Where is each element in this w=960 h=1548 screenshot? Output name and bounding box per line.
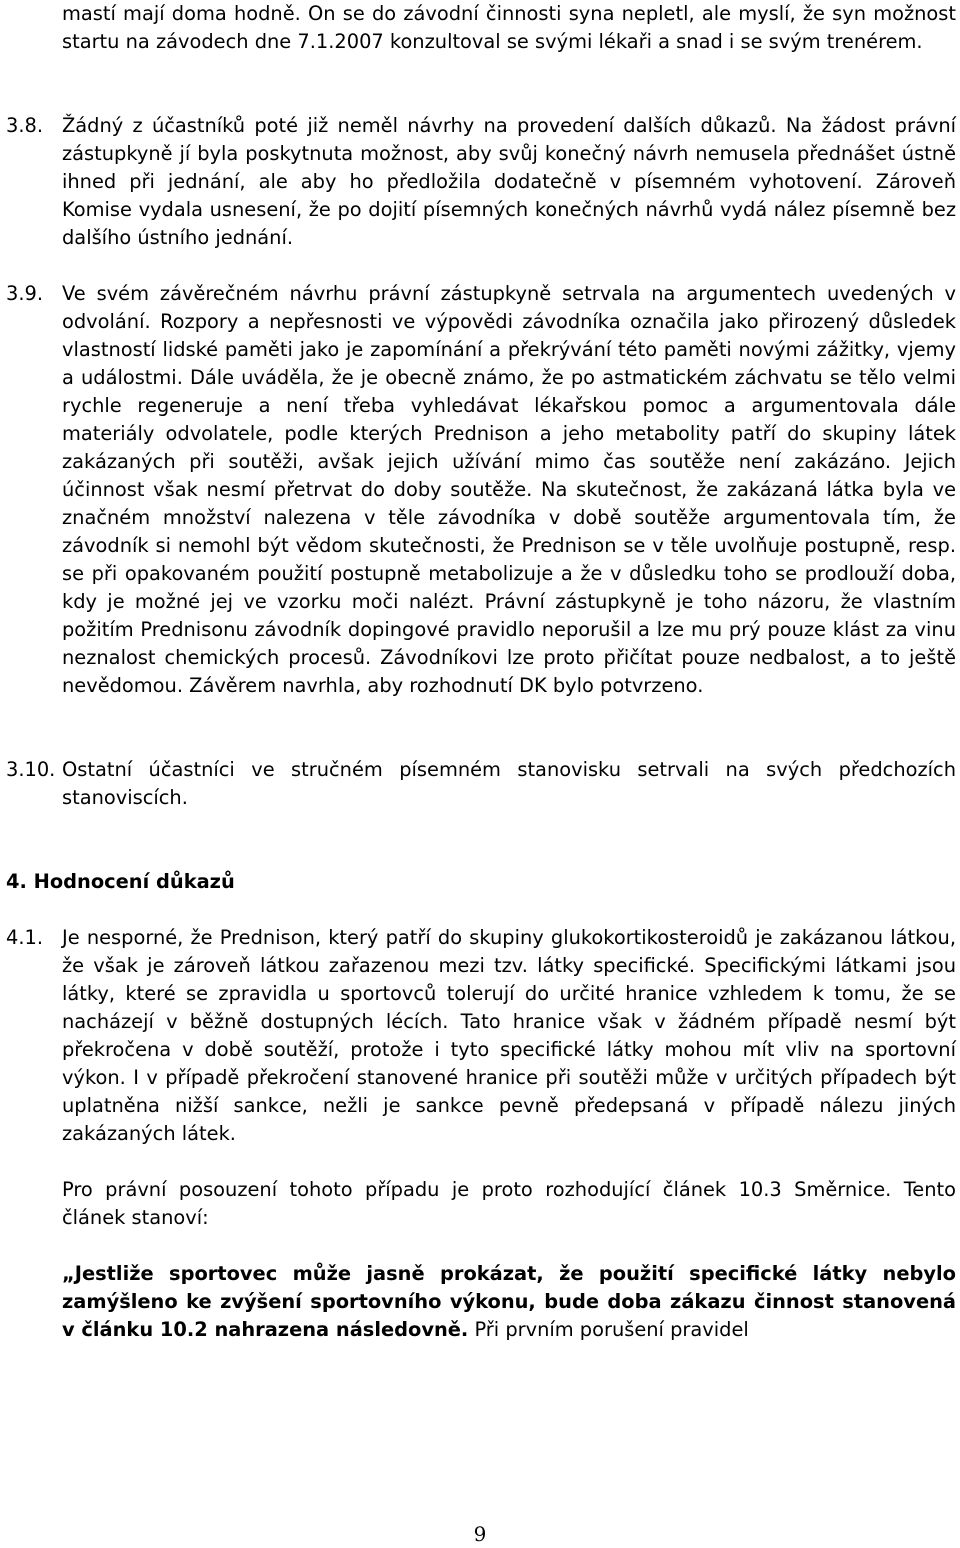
- law-paragraph-text: Pro právní posouzení tohoto případu je proto rozhodující článek 10.3 Směrnice. Tento článek stanoví:: [62, 1178, 956, 1229]
- law-paragraph: [62, 1176, 956, 1232]
- section-number: 3.8.: [6, 114, 44, 137]
- quote-bold-text: „Jestliže sportovec může jasně prokázat, že použití specifické látky nebylo zamýšleno ke zvýšení sportovního výkonu, bude doba zákazu činnost stanovená v článku 10.2 nahrazena následovně.: [62, 1262, 956, 1341]
- section-3-8: [0, 112, 956, 252]
- section-number: 4.1.: [6, 926, 44, 949]
- section-3-9: [0, 280, 956, 700]
- quote-normal-text: Při prvním porušení pravidel: [468, 1318, 749, 1341]
- section-3-10: [0, 756, 956, 812]
- intro-text: mastí mají doma hodně. On se do závodní činnosti syna nepletl, ale myslí, že syn možnost startu na závodech dne 7.1.2007 konzultoval se svými lékaři a snad i se svým trenérem.: [62, 2, 956, 53]
- section-text: Ostatní účastníci ve stručném písemném stanovisku setrvali na svých předchozích stanoviscích.: [62, 758, 956, 809]
- section-text: Je nesporné, že Prednison, který patří do skupiny glukokortikosteroidů je zakázanou látkou, že však je zároveň látkou zařazenou mezi tzv. látky specifické. Specifickými látkami jsou látky, které se zpravidla u sportovců tolerují do určité hranice vzhledem k tomu, že se nacházejí v běžně dostupných lécích. Tato hranice však v žádném případě nesmí být překročena v době soutěží, protože i tyto specifické látky mohou mít vliv na sportovní výkon. I v případě překročení stanovené hranice při soutěži může v určitých případech být uplatněna nižší sankce, nežli je sankce pevně předepsaná v případě nálezu jiných zakázaných látek.: [62, 926, 956, 1145]
- section-4-1: [0, 924, 956, 1148]
- section-number: 3.9.: [6, 282, 44, 305]
- page-number: 9: [473, 1522, 487, 1546]
- intro-paragraph: [62, 0, 956, 56]
- section-text: Ve svém závěrečném návrhu právní zástupkyně setrvala na argumentech uvedených v odvolání. Rozpory a nepřesnosti ve výpovědi závodníka označila jako přirozený důsledek vlastností lidské paměti jako je zapomínání a překrývání této paměti novými zážitky, vjemy a událostmi. Dále uváděla, že je obecně známo, že po astmatickém záchvatu se tělo velmi rychle regeneruje a není třeba vyhledávat lékařskou pomoc a argumentovala dále materiály odvolatele, podle kterých Prednison a jeho metabolity patří do skupiny látek zakázaných při soutěži, avšak jejich užívání mimo čas soutěže není zakázáno. Jejich účinnost však nesmí přetrvat do doby soutěže. Na skutečnost, že zakázaná látka byla ve značném množství nalezena v těle závodníka v době soutěže argumentovala tím, že závodník si nemohl být vědom skutečnosti, že Prednison se v těle uvolňuje postupně, resp. se při opakovaném použití postupně metabolizuje a že v důsledku toho se prodlouží doba, kdy je možné jej ve vzorku moči nalézt. Právní zástupkyně je toho názoru, že vlastním požitím Prednisonu závodník dopingové pravidlo neporušil a lze mu prý pouze klást za vinu neznalost chemických procesů. Závodníkovi lze proto přičítat pouze nedbalost, a to ještě nevědomou. Závěrem navrhla, aby rozhodnutí DK bylo potvrzeno.: [62, 282, 956, 697]
- section-number: 3.10.: [6, 758, 56, 781]
- quote-paragraph: [62, 1260, 956, 1344]
- section-text: Žádný z účastníků poté již neměl návrhy na provedení dalších důkazů. Na žádost právní zástupkyně jí byla poskytnuta možnost, aby svůj konečný návrh nemusela přednášet ústně ihned při jednání, ale aby ho předložila dodatečně v písemném vyhotovení. Zároveň Komise vydala usnesení, že po dojití písemných konečných návrhů vydá nález písemně bez dalšího ústního jednání.: [62, 114, 956, 249]
- section-heading: 4. Hodnocení důkazů: [6, 870, 235, 893]
